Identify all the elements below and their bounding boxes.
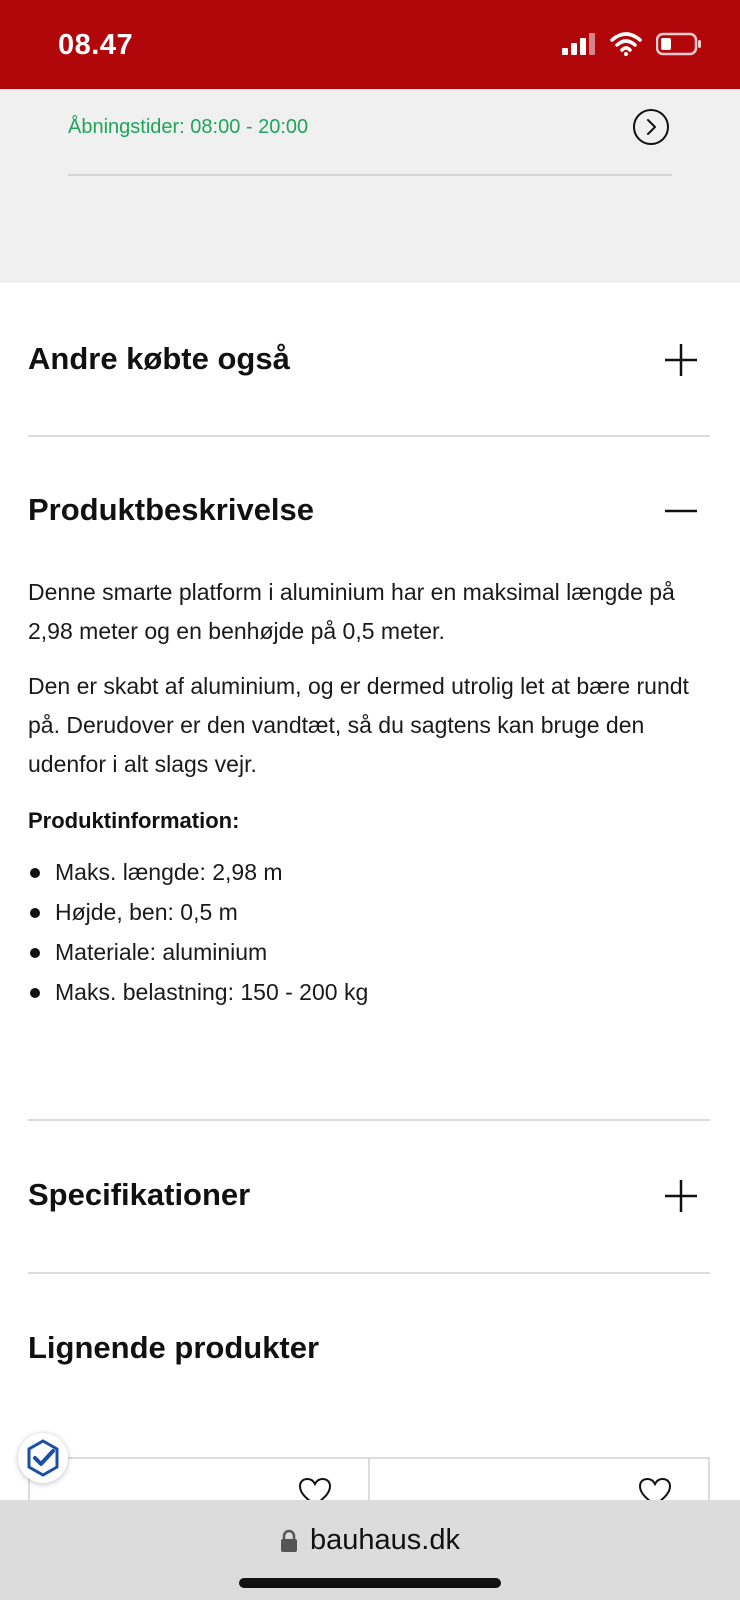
url-text[interactable]: bauhaus.dk [310, 1524, 460, 1556]
plus-icon[interactable] [664, 1179, 698, 1213]
opening-hours: Åbningstider: 08:00 - 20:00 [68, 116, 309, 138]
signal-icon [562, 33, 596, 55]
list-item: Maks. længde: 2,98 m [28, 852, 718, 892]
store-divider [68, 174, 672, 176]
status-time: 08.47 [58, 29, 134, 61]
status-icons [562, 32, 702, 56]
home-indicator[interactable] [239, 1578, 501, 1588]
accordion-description[interactable] [28, 490, 710, 538]
status-bar [0, 0, 740, 89]
list-item: Maks. belastning: 150 - 200 kg [28, 972, 718, 1012]
browser-address-bar[interactable] [0, 1500, 740, 1600]
trust-badge[interactable] [18, 1433, 68, 1483]
lock-icon [280, 1529, 298, 1553]
battery-icon [656, 32, 702, 56]
similar-products-section [28, 1328, 710, 1376]
divider [28, 435, 710, 437]
wifi-icon [610, 32, 642, 56]
accordion-specifications[interactable] [28, 1175, 710, 1223]
minus-icon[interactable] [664, 494, 698, 528]
plus-icon[interactable] [664, 343, 698, 377]
accordion-also-bought[interactable] [28, 337, 710, 385]
url-wrap[interactable] [0, 1524, 740, 1557]
store-panel [0, 89, 740, 283]
product-info-heading: Produktinformation: [28, 808, 240, 833]
description-paragraph: Den er skabt af aluminium, og er dermed utrolig let at bære rundt på. Derudover er den vandtæt, så du sagtens kan bruge den udenfor i alt slags vejr. [28, 673, 689, 777]
chevron-right-icon [644, 118, 658, 136]
product-info-list [28, 852, 718, 1012]
verified-check-icon [24, 1439, 62, 1477]
accordion-title: Andre købte også [28, 341, 290, 376]
list-item: Højde, ben: 0,5 m [28, 892, 718, 932]
store-details-arrow-button[interactable] [633, 109, 669, 145]
divider [28, 1119, 710, 1121]
product-description [28, 573, 718, 1012]
description-paragraph: Denne smarte platform i aluminium har en maksimal længde på 2,98 meter og en benhøjde på 0,5 meter. [28, 579, 675, 644]
accordion-title: Specifikationer [28, 1177, 251, 1212]
accordion-title: Produktbeskrivelse [28, 492, 315, 527]
list-item: Materiale: aluminium [28, 932, 718, 972]
divider [28, 1272, 710, 1274]
section-title: Lignende produkter [28, 1330, 320, 1365]
